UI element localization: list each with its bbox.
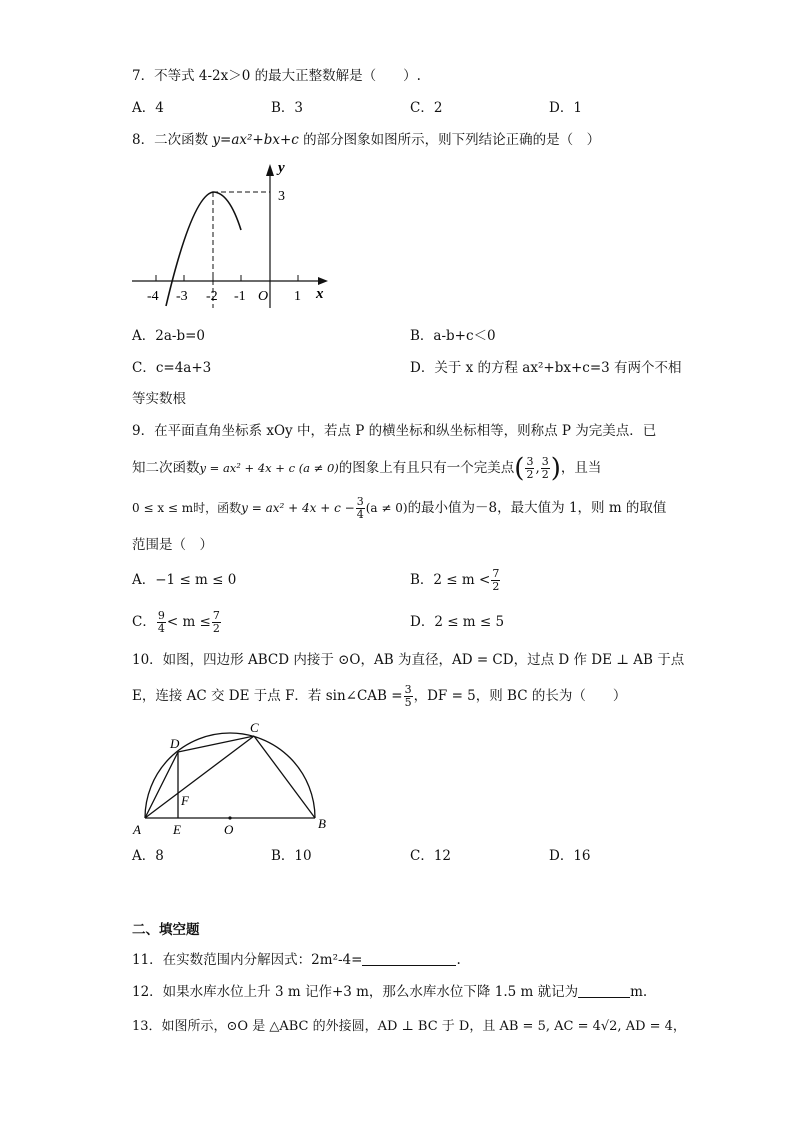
q12-answer-blank[interactable]: [578, 997, 630, 998]
point-F: F: [181, 793, 189, 808]
q11: 11．在实数范围内分解因式：2m²-4= .: [132, 952, 461, 968]
q9-line4: 范围是（ ）: [132, 537, 213, 553]
point-O: O: [224, 822, 234, 837]
q9-line3-pre: 0 ≤ x ≤ m时，函数: [132, 501, 242, 515]
q9-quadratic: y = ax² + 4x + c (a ≠ 0): [199, 461, 339, 475]
q8-option-d-cont: 等实数根: [132, 391, 186, 407]
q8-option-d: D．关于 x 的方程 ax²+bx+c=3 有两个不相: [410, 360, 682, 376]
q9-line3: 0 ≤ x ≤ m时，函数y = ax² + 4x + c − $\frac{3}{4}$ (a ≠ 0)的最小值为－8，最大值为 1，则 m 的取值: [132, 495, 667, 521]
point-C: C: [250, 720, 259, 735]
q12: 12．如果水库水位上升 3 m 记作+3 m，那么水库水位下降 1.5 m 就记为 m.: [132, 984, 648, 1000]
q9-line3-post: 的最小值为－8，最大值为 1，则 m 的取值: [407, 500, 667, 516]
q10-line1: 10．如图，四边形 ABCD 内接于 ⊙O，AB 为直径，AD = CD，过点 D 作 DE ⊥ AB 于点: [132, 652, 685, 668]
q10-line2: E，连接 AC 交 DE 于点 F．若 sin∠CAB = $\frac{3}{5}$ ，DF = 5，则 BC 的长为（ ）: [132, 683, 627, 709]
q9-line2-mid: 的图象上有且只有一个完美点: [338, 460, 515, 476]
q7-option-c: C．2: [410, 100, 443, 116]
q8-stem: [132, 130, 600, 150]
point-E: E: [173, 822, 181, 837]
q9-line1: 9．在平面直角坐标系 xOy 中，若点 P 的横坐标和纵坐标相等，则称点 P 为完美点．已: [132, 423, 657, 439]
point-D: D: [170, 736, 180, 751]
q9-option-a: A．−1 ≤ m ≤ 0: [132, 572, 237, 588]
q8-stem-pre: 二次函数: [154, 132, 213, 148]
q9-line2-pre: 知二次函数: [132, 460, 200, 476]
point-B: B: [318, 816, 326, 831]
q8-parabola-graph: [128, 158, 338, 318]
origin-label: O: [258, 289, 269, 304]
y-axis-label: y: [278, 160, 285, 176]
q8-option-c: C．c=4a+3: [132, 360, 212, 376]
q7-stem: 7．不等式 4-2x＞0 的最大正整数解是（ ）.: [132, 68, 421, 84]
x-tick-neg3: -3: [176, 289, 188, 304]
y-tick-3: 3: [278, 189, 285, 204]
q9-option-c: C． $\frac{9}{4}$ < m ≤ $\frac{7}{2}$: [132, 609, 220, 635]
q7-option-d: D．1: [549, 100, 582, 116]
q8-function: y=ax²+bx+c: [212, 132, 299, 148]
q8-stem-post: 的部分图象如图所示，则下列结论正确的是（ ）: [298, 132, 601, 148]
q8-option-a: A．2a-b=0: [132, 328, 205, 344]
q10-option-b: B．10: [271, 848, 312, 864]
q9-line2-post: ，且当: [560, 460, 602, 476]
q10-option-c: C．12: [410, 848, 452, 864]
x-axis-label: x: [316, 286, 324, 302]
q10-option-a: A．8: [132, 848, 164, 864]
q9-line2: 知二次函数y = ax² + 4x + c (a ≠ 0)的图象上有且只有一个完美点( $\frac{3}{2}$ , $\frac{3}{2}$ )，且当: [132, 453, 602, 484]
q8-option-b: B．a-b+c＜0: [410, 328, 496, 344]
q7-option-b: B．3: [271, 100, 304, 116]
q9-function: y = ax² + 4x + c −: [241, 501, 355, 515]
q13-line1: 13．如图所示，⊙O 是 △ABC 的外接圆，AD ⊥ BC 于 D，且 AB = 5, AC = 4√2, AD = 4，: [132, 1019, 686, 1034]
q8-number: 8．: [132, 132, 155, 148]
x-tick-neg4: -4: [147, 289, 159, 304]
x-tick-neg2: -2: [206, 289, 218, 304]
point-A: A: [133, 822, 141, 837]
q7-option-a: A．4: [132, 100, 164, 116]
section-title-fill-in: 二、填空题: [132, 922, 200, 938]
x-tick-1: 1: [294, 289, 301, 304]
q9-option-d: D．2 ≤ m ≤ 5: [410, 614, 505, 630]
q9-option-b: B．2 ≤ m < $\frac{7}{2}$: [410, 567, 500, 593]
q10-semicircle-figure: [132, 718, 332, 840]
x-tick-neg1: -1: [234, 289, 246, 304]
q11-answer-blank[interactable]: [362, 965, 456, 966]
q10-option-d: D．16: [549, 848, 591, 864]
